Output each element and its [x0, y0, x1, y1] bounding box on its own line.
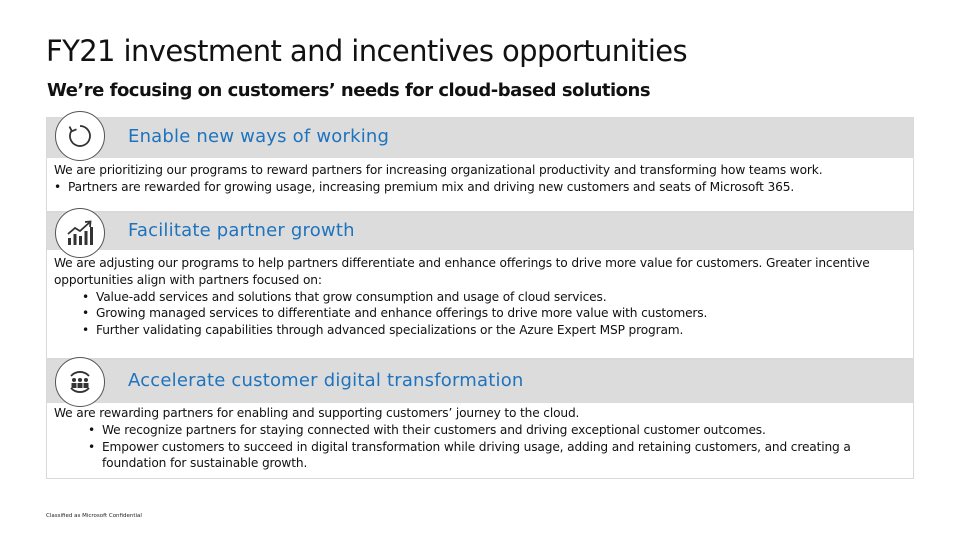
section-intro: We are prioritizing our programs to reward partners for increasing organizational productivity and transforming how teams work.: [54, 163, 823, 177]
bullet-icon: •: [82, 289, 90, 304]
bullet-text: Value-add services and solutions that grow consumption and usage of cloud services.: [96, 289, 607, 304]
section-intro-line: We are adjusting our programs to help partners differentiate and enhance offerings to drive more value for customers. Greater incentive: [54, 256, 870, 270]
section-body: [54, 405, 897, 472]
list-item: [54, 289, 897, 306]
growth-chart-icon: [55, 208, 105, 258]
section-heading: Facilitate partner growth: [128, 220, 355, 241]
list-item: [54, 305, 897, 322]
bullet-icon: •: [54, 179, 62, 194]
bullet-icon: •: [88, 422, 96, 437]
list-item: [54, 322, 897, 339]
section-partner-growth: [46, 212, 914, 359]
list-item: [54, 422, 897, 439]
list-item: [54, 439, 897, 456]
bullet-icon: •: [82, 323, 90, 338]
refresh-cycle-icon: [55, 111, 105, 161]
bullet-icon: •: [82, 306, 90, 321]
bullet-text: We recognize partners for staying connected with their customers and driving exceptional customer outcomes.: [102, 422, 766, 437]
section-body: [54, 162, 897, 196]
classification-footer: Classified as Microsoft Confidential: [46, 513, 142, 519]
bullet-icon: •: [88, 439, 96, 454]
section-heading: Enable new ways of working: [128, 126, 390, 147]
bullet-text: Growing managed services to differentiate and enhance offerings to drive more value with customers.: [96, 306, 708, 321]
bullet-text: Further validating capabilities through advanced specializations or the Azure Expert MSP program.: [96, 323, 684, 338]
page-title: FY21 investment and incentives opportunities: [46, 34, 688, 68]
page-subtitle: We’re focusing on customers’ needs for cloud-based solutions: [47, 80, 651, 101]
customer-transformation-icon: [55, 357, 105, 407]
bullet-text: Empower customers to succeed in digital transformation while driving usage, adding and retaining customers, and creating a: [102, 439, 851, 454]
section-intro-line: opportunities align with partners focused on:: [54, 272, 322, 287]
section-customer-transformation: [46, 359, 914, 479]
section-body: [54, 255, 897, 339]
section-new-ways-of-working: [46, 117, 914, 212]
bullet-continuation: foundation for sustainable growth.: [102, 456, 308, 471]
bullet-text: Partners are rewarded for growing usage, increasing premium mix and driving new customers and seats of Microsoft 365.: [68, 179, 795, 194]
list-item: [54, 179, 897, 196]
section-intro: We are rewarding partners for enabling and supporting customers’ journey to the cloud.: [54, 406, 580, 420]
section-heading: Accelerate customer digital transformation: [128, 370, 524, 391]
